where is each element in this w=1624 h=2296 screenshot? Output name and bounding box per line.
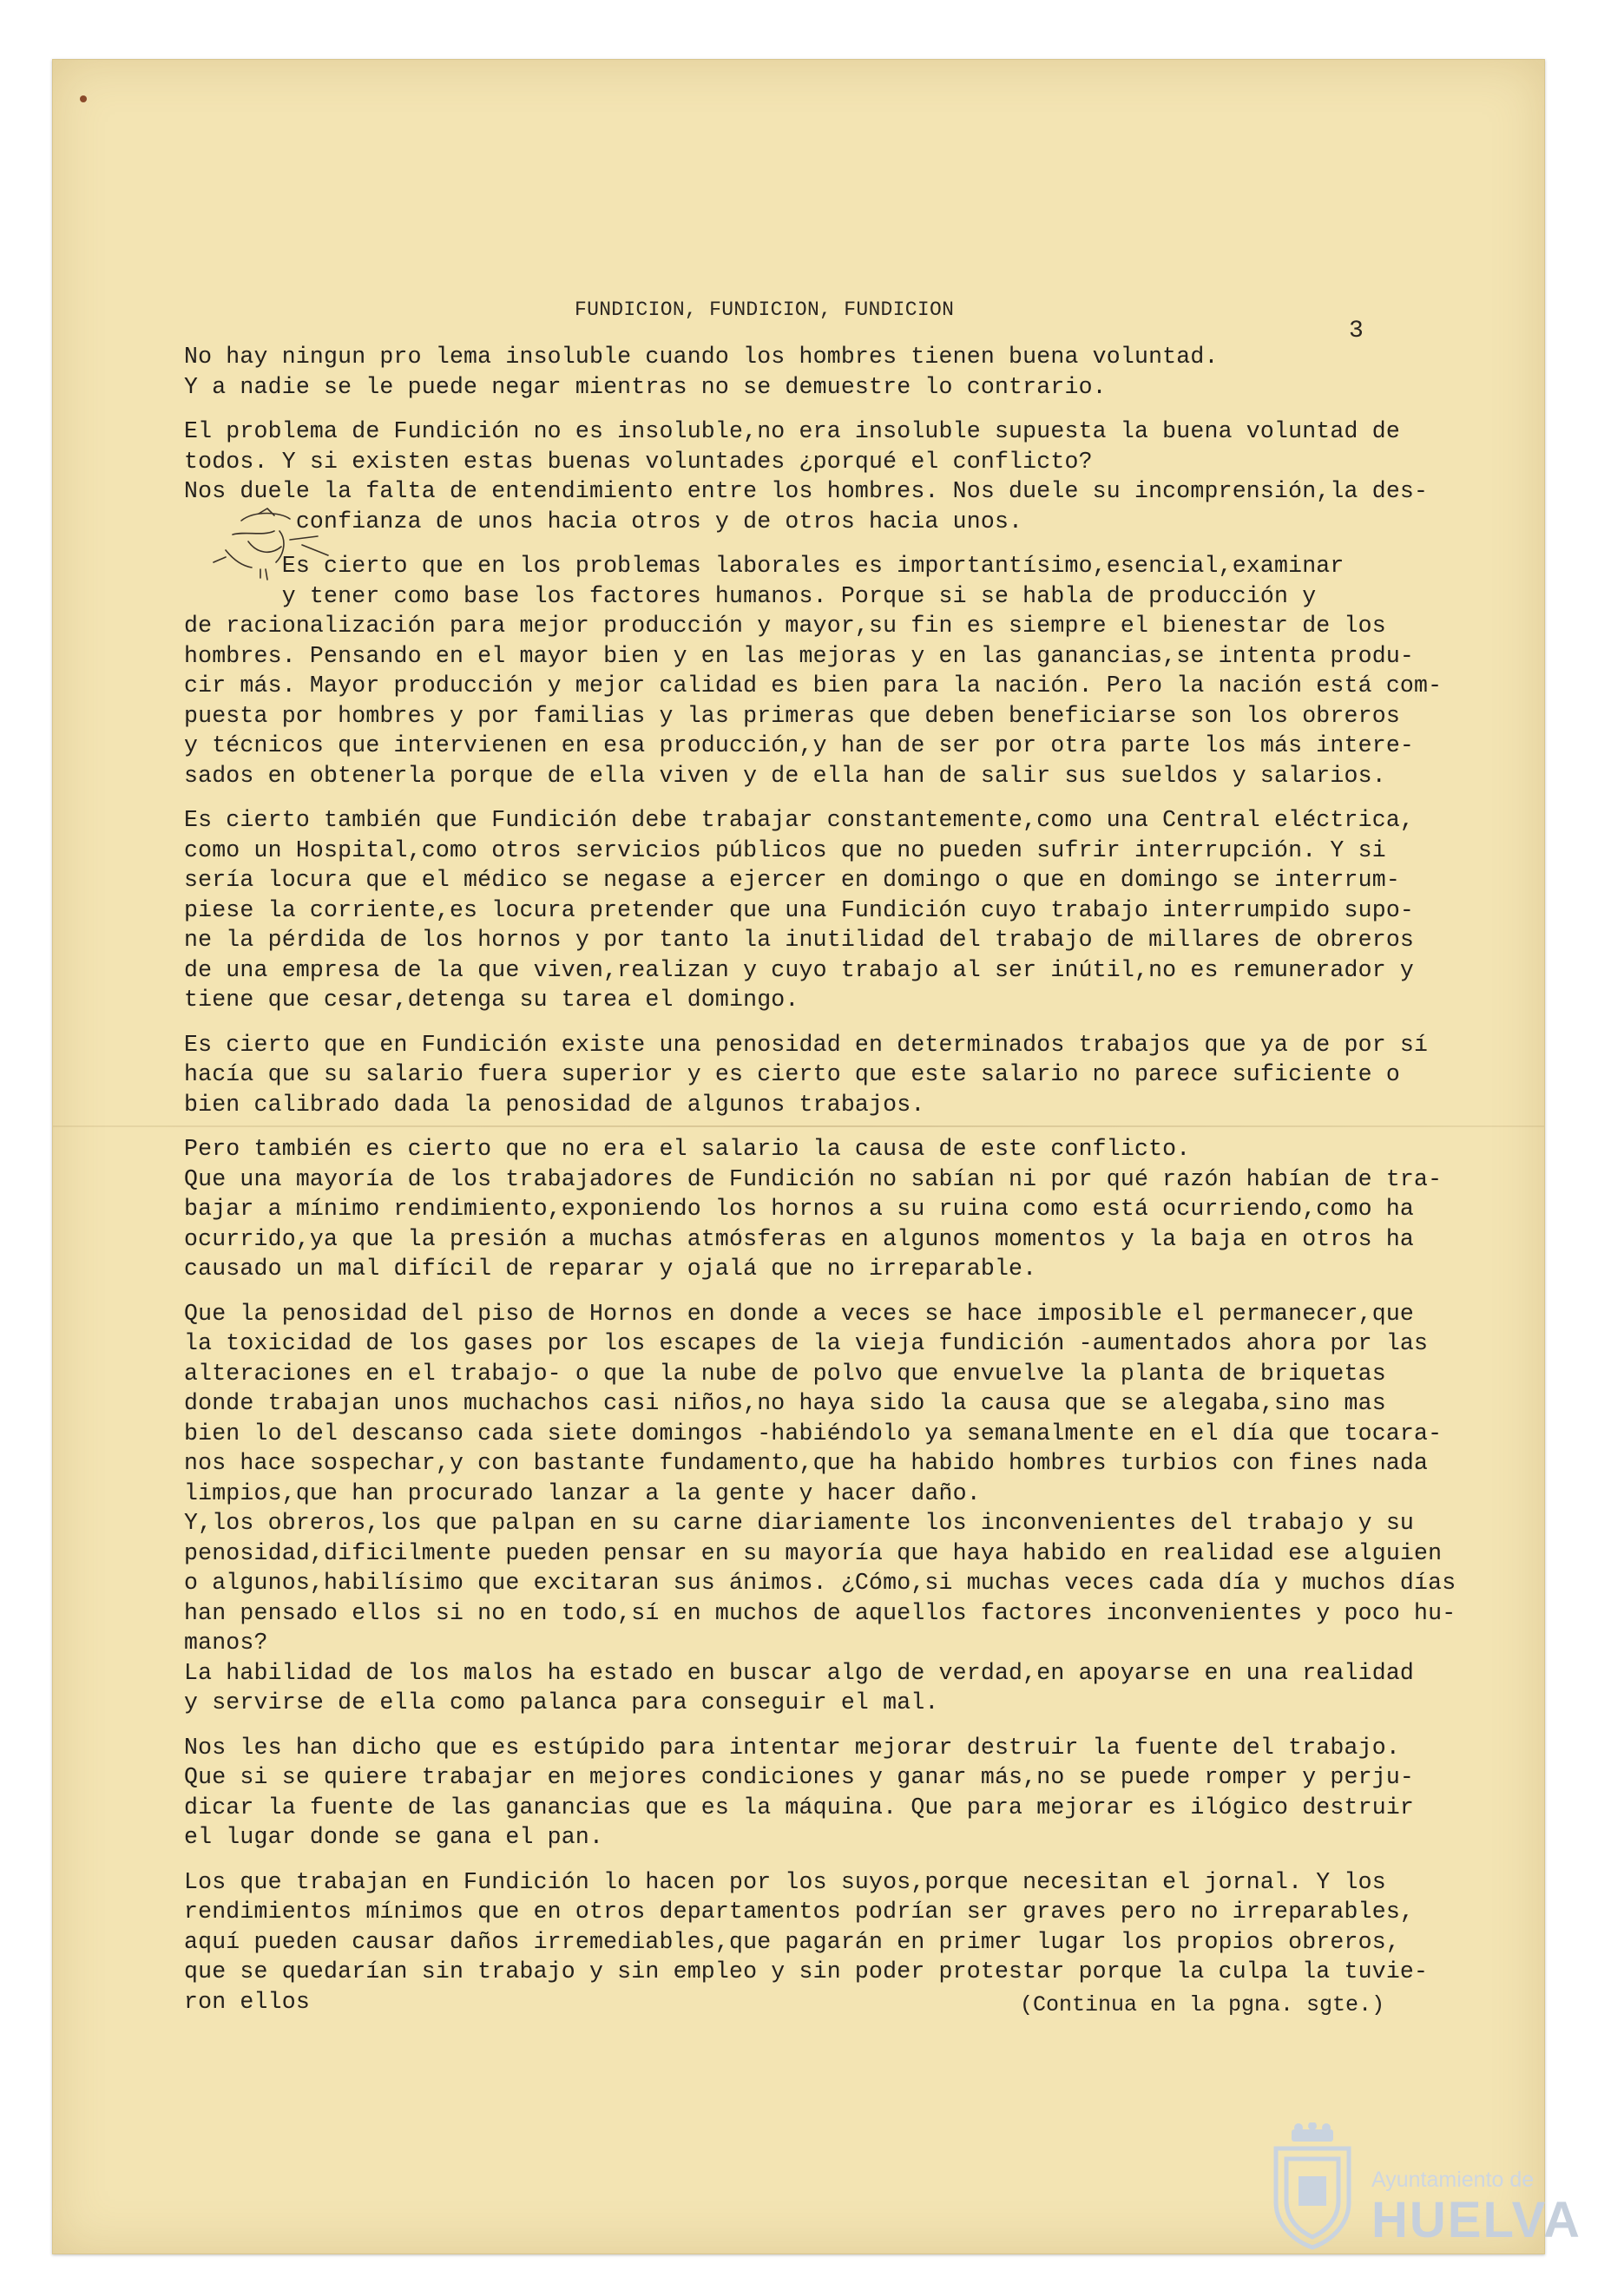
text-line: Es cierto que en los problemas laborales es importantísimo,esencial,examinar — [184, 553, 1345, 579]
punch-hole-mark — [80, 95, 87, 102]
text-line: piese la corriente,es locura pretender que una Fundición cuyo trabajo interrumpido supo- — [184, 896, 1415, 923]
text-line: Que la penosidad del piso de Hornos en donde a veces se hace imposible el permanecer,que — [184, 1300, 1415, 1327]
text-line: Y,los obreros,los que palpan en su carne diariamente los inconvenientes del trabajo y su — [184, 1510, 1415, 1536]
text-line: ocurrido,ya que la presión a muchas atmósferas en algunos momentos y la baja en otros ha — [184, 1225, 1415, 1252]
coat-of-arms-icon — [1260, 2122, 1364, 2251]
text-line: rendimientos mínimos que en otros departamentos podrían ser graves pero no irreparables, — [184, 1899, 1415, 1925]
text-line: confianza de unos hacia otros y de otros hacia unos. — [184, 508, 1023, 535]
text-line: ne la pérdida de los hornos y por tanto la inutilidad del trabajo de millares de obreros — [184, 927, 1415, 953]
page-number: 3 — [1349, 318, 1364, 344]
text-line: bien calibrado dada la penosidad de algunos trabajos. — [184, 1091, 925, 1118]
text-line: Es cierto también que Fundición debe trabajar constantemente,como una Central eléctrica, — [184, 807, 1415, 833]
text-line: Que una mayoría de los trabajadores de Fundición no sabían ni por qué razón habían de tra- — [184, 1165, 1443, 1192]
paragraph-gap — [184, 790, 1486, 805]
text-line: causado un mal difícil de reparar y ojalá que no irreparable. — [184, 1256, 1037, 1282]
text-line: penosidad,dificilmente pueden pensar en su mayoría que haya habido en realidad ese alguien — [184, 1539, 1443, 1566]
text-line: alteraciones en el trabajo- o que la nube de polvo que envuelve la planta de briquetas — [184, 1360, 1386, 1387]
text-line: de una empresa de la que viven,realizan y cuyo trabajo al ser inútil,no es remunerador y — [184, 956, 1415, 983]
paragraph-gap — [184, 1718, 1486, 1733]
text-line: bajar a mínimo rendimiento,exponiendo los hornos a su ruina como está ocurriendo,como ha — [184, 1196, 1415, 1222]
text-line: No hay ningun pro lema insoluble cuando los hombres tienen buena voluntad. — [184, 344, 1219, 370]
watermark-line-1: Ayuntamiento de — [1371, 2168, 1535, 2192]
paragraph-gap — [184, 1284, 1486, 1299]
text-line: bien lo del descanso cada siete domingos -habiéndolo ya semanalmente en el día que tocara- — [184, 1420, 1443, 1446]
paragraph-4 — [184, 805, 1486, 1015]
paragraph-6 — [184, 1134, 1486, 1284]
text-line: han pensado ellos si no en todo,sí en muchos de aquellos factores inconvenientes y poco hu- — [184, 1599, 1456, 1626]
text-line: y servirse de ella como palanca para conseguir el mal. — [184, 1689, 939, 1715]
paragraph-gap — [184, 402, 1486, 417]
text-line: cir más. Mayor producción y mejor calidad es bien para la nación. Pero la nación está com- — [184, 672, 1443, 699]
watermark-line-2: HUELVA — [1371, 2192, 1581, 2248]
text-line: Y a nadie se le puede negar mientras no se demuestre lo contrario. — [184, 373, 1107, 400]
text-line: que se quedarían sin trabajo y sin empleo y sin poder protestar porque la culpa la tuvie- — [184, 1958, 1429, 1984]
text-line: todos. Y si existen estas buenas voluntades ¿porqué el conflicto? — [184, 448, 1093, 475]
text-line: Que si se quiere trabajar en mejores condiciones y ganar más,no se puede romper y perju- — [184, 1764, 1415, 1790]
text-line: Es cierto que en Fundición existe una penosidad en determinados trabajos que ya de por sí — [184, 1031, 1429, 1058]
text-line: y técnicos que intervienen en esa producción,y han de ser por otra parte los más intere- — [184, 732, 1415, 758]
paragraph-1 — [184, 342, 1486, 402]
page-title: FUNDICION, FUNDICION, FUNDICION — [575, 298, 955, 321]
text-line: aquí pueden causar daños irremediables,que pagarán en primer lugar los propios obreros, — [184, 1928, 1400, 1955]
body-text — [184, 342, 1486, 2017]
text-line: ron ellos — [184, 1988, 310, 2015]
text-line: Los que trabajan en Fundición lo hacen por los suyos,porque necesitan el jornal. Y los — [184, 1868, 1386, 1895]
text-line: de racionalización para mejor producción y mayor,su fin es siempre el bienestar de los — [184, 613, 1386, 639]
text-line: o algunos,habilísimo que excitaran sus ánimos. ¿Cómo,si muchas veces cada día y muchos días — [184, 1570, 1456, 1596]
text-line: Nos duele la falta de entendimiento entre los hombres. Nos duele su incomprensión,la des- — [184, 478, 1429, 504]
text-line: puesta por hombres y por familias y las primeras que deben beneficiarse son los obreros — [184, 702, 1400, 729]
paragraph-3 — [184, 551, 1486, 790]
text-line: tiene que cesar,detenga su tarea el domingo. — [184, 987, 799, 1013]
text-line: sados en obtenerla porque de ella viven y de ella han de salir sus sueldos y salarios. — [184, 762, 1386, 789]
text-line: y tener como base los factores humanos. Porque si se habla de producción y — [184, 582, 1317, 609]
text-line: donde trabajan unos muchachos casi niños,no haya sido la causa que se alegaba,sino mas — [184, 1390, 1386, 1416]
text-line: la toxicidad de los gases por los escapes de la vieja fundición -aumentados ahora por las — [184, 1330, 1429, 1356]
text-line: el lugar donde se gana el pan. — [184, 1824, 604, 1850]
text-line: nos hace sospechar,y con bastante fundamento,que ha habido hombres turbios con fines nada — [184, 1450, 1429, 1476]
text-line: dicar la fuente de las ganancias que es la máquina. Que para mejorar es ilógico destruir — [184, 1794, 1415, 1820]
paragraph-7 — [184, 1299, 1486, 1718]
text-line: hacía que su salario fuera superior y es cierto que este salario no parece suficiente o — [184, 1061, 1400, 1087]
text-line: hombres. Pensando en el mayor bien y en las mejoras y en las ganancias,se intenta produ- — [184, 642, 1415, 669]
text-line: manos? — [184, 1630, 268, 1656]
text-line: como un Hospital,como otros servicios públicos que no pueden sufrir interrupción. Y si — [184, 836, 1386, 863]
text-line: Pero también es cierto que no era el salario la causa de este conflicto. — [184, 1136, 1191, 1162]
paragraph-gap — [184, 1853, 1486, 1867]
continues-next-page-note: (Continua en la pgna. sgte.) — [1020, 1992, 1385, 2017]
archive-watermark — [1260, 2122, 1624, 2253]
paragraph-2 — [184, 417, 1486, 536]
paragraph-8 — [184, 1733, 1486, 1853]
paragraph-gap — [184, 536, 1486, 551]
text-line: La habilidad de los malos ha estado en buscar algo de verdad,en apoyarse en una realidad — [184, 1659, 1415, 1686]
paragraph-gap — [184, 1119, 1486, 1134]
paragraph-gap — [184, 1015, 1486, 1030]
paragraph-5 — [184, 1030, 1486, 1120]
text-line: Nos les han dicho que es estúpido para intentar mejorar destruir la fuente del trabajo. — [184, 1734, 1400, 1761]
text-line: limpios,que han procurado lanzar a la gente y hacer daño. — [184, 1479, 981, 1506]
text-line: sería locura que el médico se negase a ejercer en domingo o que en domingo se interrum- — [184, 867, 1400, 893]
text-line: El problema de Fundición no es insoluble,no era insoluble supuesta la buena voluntad de — [184, 418, 1400, 444]
